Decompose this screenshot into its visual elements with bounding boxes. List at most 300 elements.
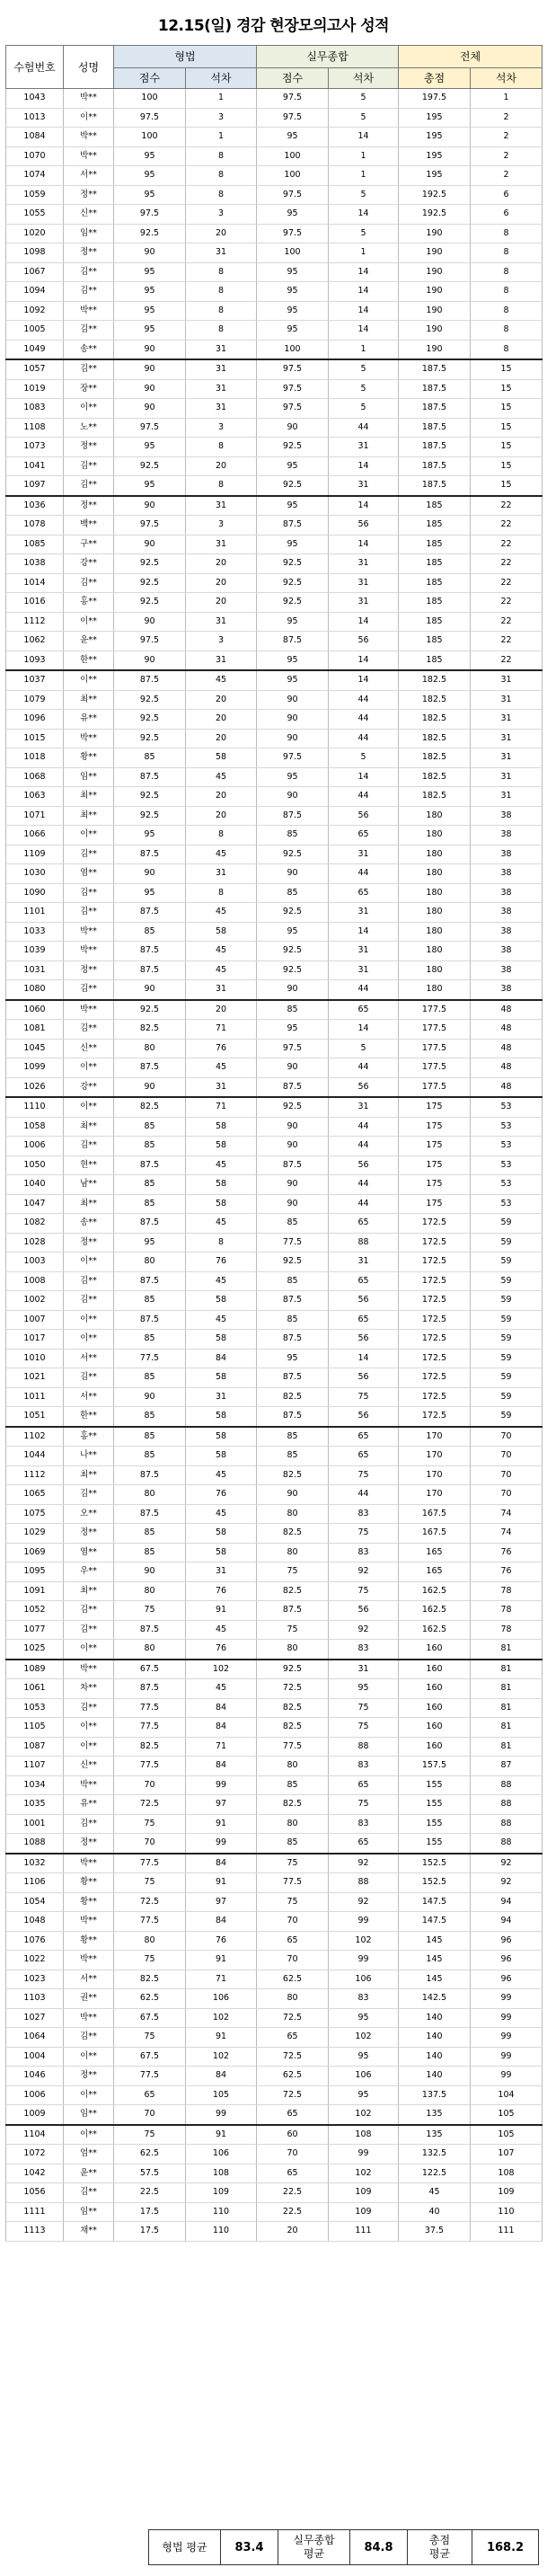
cell-practice-score: 97.5 [257, 185, 329, 205]
table-row [6, 1660, 543, 1679]
cell-practice-score: 77.5 [257, 1737, 329, 1757]
cell-overall-rank: 88 [471, 1795, 543, 1815]
cell-practice-score: 22.5 [257, 2183, 329, 2203]
table-row [6, 767, 543, 787]
header-name: 성명 [64, 46, 114, 89]
cell-overall-rank: 74 [471, 1524, 543, 1544]
cell-total-score: 132.5 [399, 2145, 471, 2164]
cell-id: 1075 [6, 1504, 64, 1524]
cell-practice-rank: 65 [329, 826, 399, 845]
cell-practice-rank: 5 [329, 748, 399, 768]
cell-practice-score: 90 [257, 1117, 329, 1137]
cell-practice-rank: 14 [329, 767, 399, 787]
cell-total-score: 180 [399, 883, 471, 903]
cell-practice-score: 60 [257, 2125, 329, 2145]
cell-total-score: 185 [399, 651, 471, 670]
cell-criminal-score: 87.5 [114, 1271, 186, 1291]
cell-criminal-score: 87.5 [114, 767, 186, 787]
header-criminal-score: 점수 [114, 68, 186, 89]
cell-name: 박** [64, 89, 114, 109]
cell-overall-rank: 22 [471, 554, 543, 574]
table-row [6, 128, 543, 147]
cell-overall-rank: 111 [471, 2222, 543, 2242]
cell-overall-rank: 59 [471, 1330, 543, 1350]
cell-overall-rank: 31 [471, 670, 543, 690]
header-overall-rank: 석차 [471, 68, 543, 89]
cell-name: 박** [64, 128, 114, 147]
averages-table [148, 2529, 539, 2565]
table-row [6, 1000, 543, 1020]
cell-practice-rank: 102 [329, 2028, 399, 2048]
cell-id: 1084 [6, 128, 64, 147]
cell-id: 1113 [6, 2222, 64, 2242]
cell-overall-rank: 81 [471, 1737, 543, 1757]
cell-practice-score: 90 [257, 1194, 329, 1214]
table-row [6, 1854, 543, 1873]
cell-practice-score: 92.5 [257, 1253, 329, 1272]
cell-id: 1056 [6, 2183, 64, 2203]
table-row [6, 1679, 543, 1699]
cell-practice-rank: 75 [329, 1524, 399, 1544]
table-row [6, 883, 543, 903]
cell-total-score: 192.5 [399, 185, 471, 205]
cell-criminal-score: 97.5 [114, 108, 186, 128]
header-criminal-rank: 석차 [186, 68, 257, 89]
cell-criminal-score: 85 [114, 1407, 186, 1427]
cell-criminal-score: 80 [114, 1485, 186, 1505]
cell-practice-rank: 14 [329, 535, 399, 554]
cell-overall-rank: 74 [471, 1504, 543, 1524]
cell-practice-score: 100 [257, 146, 329, 166]
cell-id: 1040 [6, 1175, 64, 1195]
cell-criminal-rank: 45 [186, 1058, 257, 1078]
table-row [6, 1387, 543, 1407]
table-row [6, 146, 543, 166]
table-row [6, 1795, 543, 1815]
cell-name: 김** [64, 1020, 114, 1040]
cell-id: 1014 [6, 573, 64, 593]
cell-practice-rank: 31 [329, 438, 399, 457]
cell-criminal-score: 90 [114, 379, 186, 399]
table-row [6, 1330, 543, 1350]
cell-name: 남** [64, 1175, 114, 1195]
cell-overall-rank: 8 [471, 340, 543, 359]
cell-criminal-rank: 58 [186, 1368, 257, 1388]
cell-practice-score: 85 [257, 1834, 329, 1854]
cell-overall-rank: 76 [471, 1543, 543, 1562]
table-row [6, 670, 543, 690]
cell-id: 1044 [6, 1447, 64, 1466]
cell-criminal-score: 97.5 [114, 632, 186, 651]
cell-criminal-rank: 8 [186, 185, 257, 205]
cell-name: 박** [64, 1000, 114, 1020]
cell-id: 1016 [6, 593, 64, 613]
cell-practice-score: 87.5 [257, 1077, 329, 1097]
cell-overall-rank: 8 [471, 224, 543, 243]
cell-practice-rank: 5 [329, 399, 399, 419]
cell-name: 홍** [64, 593, 114, 613]
cell-name: 최** [64, 1465, 114, 1485]
cell-practice-rank: 65 [329, 1834, 399, 1854]
cell-criminal-rank: 45 [186, 1679, 257, 1699]
table-row [6, 185, 543, 205]
cell-overall-rank: 2 [471, 108, 543, 128]
cell-criminal-rank: 31 [186, 359, 257, 379]
cell-practice-rank: 1 [329, 166, 399, 186]
cell-practice-rank: 31 [329, 476, 399, 496]
cell-total-score: 162.5 [399, 1601, 471, 1621]
cell-criminal-score: 100 [114, 128, 186, 147]
cell-total-score: 137.5 [399, 2085, 471, 2105]
cell-name: 이** [64, 1330, 114, 1350]
cell-practice-rank: 92 [329, 1620, 399, 1640]
cell-practice-rank: 65 [329, 1427, 399, 1447]
cell-total-score: 180 [399, 845, 471, 864]
cell-name: 김** [64, 1368, 114, 1388]
cell-name: 신** [64, 1039, 114, 1058]
header-practice-rank: 석차 [329, 68, 399, 89]
cell-name: 이** [64, 612, 114, 632]
cell-total-score: 190 [399, 224, 471, 243]
cell-practice-score: 92.5 [257, 476, 329, 496]
cell-id: 1063 [6, 787, 64, 807]
cell-name: 이** [64, 1718, 114, 1738]
cell-practice-score: 97.5 [257, 1039, 329, 1058]
cell-name: 송** [64, 340, 114, 359]
cell-id: 1083 [6, 399, 64, 419]
cell-total-score: 180 [399, 806, 471, 826]
cell-criminal-score: 92.5 [114, 1000, 186, 1020]
table-row [6, 1349, 543, 1368]
cell-criminal-rank: 84 [186, 1698, 257, 1718]
cell-practice-rank: 5 [329, 185, 399, 205]
table-row [6, 2085, 543, 2105]
cell-criminal-score: 97.5 [114, 205, 186, 225]
table-row [6, 1873, 543, 1893]
table-row [6, 2145, 543, 2164]
cell-id: 1057 [6, 359, 64, 379]
cell-id: 1034 [6, 1775, 64, 1795]
cell-practice-score: 75 [257, 1562, 329, 1582]
cell-practice-rank: 75 [329, 1718, 399, 1738]
cell-name: 김** [64, 1601, 114, 1621]
cell-total-score: 175 [399, 1155, 471, 1175]
cell-practice-score: 85 [257, 1775, 329, 1795]
cell-overall-rank: 31 [471, 748, 543, 768]
table-row [6, 1485, 543, 1505]
cell-name: 장** [64, 379, 114, 399]
table-row [6, 166, 543, 186]
cell-criminal-rank: 45 [186, 767, 257, 787]
cell-criminal-score: 92.5 [114, 729, 186, 748]
cell-practice-score: 82.5 [257, 1795, 329, 1815]
cell-practice-score: 70 [257, 1912, 329, 1932]
table-row [6, 573, 543, 593]
practice-average-value: 84.8 [350, 2530, 408, 2565]
cell-total-score: 195 [399, 166, 471, 186]
cell-overall-rank: 22 [471, 573, 543, 593]
cell-practice-rank: 106 [329, 1970, 399, 1989]
cell-name: 신** [64, 205, 114, 225]
total-average-value: 168.2 [472, 2530, 539, 2565]
cell-id: 1095 [6, 1562, 64, 1582]
cell-criminal-rank: 84 [186, 1912, 257, 1932]
cell-total-score: 190 [399, 262, 471, 282]
cell-criminal-score: 85 [114, 1543, 186, 1562]
cell-overall-rank: 94 [471, 1912, 543, 1932]
cell-name: 김** [64, 2183, 114, 2203]
cell-overall-rank: 38 [471, 864, 543, 884]
cell-criminal-score: 92.5 [114, 554, 186, 574]
total-average-label: 총점 평균 [408, 2530, 472, 2565]
table-row [6, 1601, 543, 1621]
table-row [6, 359, 543, 379]
cell-total-score: 160 [399, 1737, 471, 1757]
table-row [6, 2105, 543, 2125]
header-total-score: 총점 [399, 68, 471, 89]
cell-overall-rank: 15 [471, 456, 543, 476]
cell-total-score: 182.5 [399, 748, 471, 768]
cell-criminal-score: 80 [114, 1039, 186, 1058]
cell-practice-score: 70 [257, 1951, 329, 1970]
cell-criminal-score: 85 [114, 1368, 186, 1388]
cell-practice-rank: 56 [329, 1368, 399, 1388]
cell-criminal-score: 90 [114, 980, 186, 1000]
cell-criminal-score: 85 [114, 1175, 186, 1195]
cell-criminal-score: 90 [114, 359, 186, 379]
cell-practice-rank: 44 [329, 980, 399, 1000]
table-row [6, 205, 543, 225]
cell-id: 1051 [6, 1407, 64, 1427]
cell-practice-rank: 65 [329, 1775, 399, 1795]
cell-id: 1077 [6, 1620, 64, 1640]
cell-total-score: 182.5 [399, 670, 471, 690]
cell-total-score: 172.5 [399, 1368, 471, 1388]
cell-name: 김** [64, 980, 114, 1000]
cell-id: 1038 [6, 554, 64, 574]
table-row [6, 535, 543, 554]
cell-practice-rank: 5 [329, 108, 399, 128]
cell-total-score: 175 [399, 1175, 471, 1195]
cell-criminal-score: 92.5 [114, 806, 186, 826]
cell-criminal-score: 87.5 [114, 670, 186, 690]
cell-practice-score: 87.5 [257, 1330, 329, 1350]
table-row [6, 1562, 543, 1582]
table-row [6, 1137, 543, 1156]
cell-total-score: 170 [399, 1485, 471, 1505]
cell-practice-score: 95 [257, 612, 329, 632]
cell-id: 1099 [6, 1058, 64, 1078]
cell-name: 정** [64, 1524, 114, 1544]
table-row [6, 1291, 543, 1311]
cell-name: 최** [64, 1581, 114, 1601]
cell-practice-score: 87.5 [257, 806, 329, 826]
cell-total-score: 177.5 [399, 1039, 471, 1058]
cell-overall-rank: 38 [471, 883, 543, 903]
cell-total-score: 152.5 [399, 1854, 471, 1873]
cell-practice-rank: 102 [329, 2164, 399, 2183]
cell-id: 1028 [6, 1233, 64, 1253]
cell-id: 1072 [6, 2145, 64, 2164]
cell-name: 박** [64, 1775, 114, 1795]
cell-name: 임** [64, 224, 114, 243]
cell-name: 이** [64, 1253, 114, 1272]
cell-overall-rank: 59 [471, 1407, 543, 1427]
cell-criminal-rank: 8 [186, 321, 257, 341]
cell-practice-score: 72.5 [257, 2085, 329, 2105]
cell-name: 노** [64, 418, 114, 438]
cell-practice-score: 85 [257, 883, 329, 903]
cell-overall-rank: 88 [471, 1814, 543, 1834]
cell-criminal-score: 95 [114, 262, 186, 282]
cell-overall-rank: 8 [471, 262, 543, 282]
cell-criminal-rank: 8 [186, 476, 257, 496]
cell-name: 김** [64, 1137, 114, 1156]
cell-id: 1059 [6, 185, 64, 205]
cell-criminal-rank: 106 [186, 2145, 257, 2164]
cell-name: 나** [64, 1447, 114, 1466]
table-row [6, 89, 543, 109]
table-row [6, 1368, 543, 1388]
cell-id: 1071 [6, 806, 64, 826]
cell-total-score: 180 [399, 960, 471, 980]
table-row [6, 1407, 543, 1427]
cell-name: 홍** [64, 1427, 114, 1447]
cell-id: 1074 [6, 166, 64, 186]
cell-id: 1031 [6, 960, 64, 980]
cell-criminal-rank: 20 [186, 787, 257, 807]
cell-practice-rank: 44 [329, 1485, 399, 1505]
cell-practice-score: 82.5 [257, 1698, 329, 1718]
cell-overall-rank: 48 [471, 1020, 543, 1040]
cell-total-score: 172.5 [399, 1253, 471, 1272]
cell-practice-score: 65 [257, 2028, 329, 2048]
cell-criminal-score: 75 [114, 2028, 186, 2048]
cell-name: 우** [64, 1562, 114, 1582]
cell-overall-rank: 78 [471, 1601, 543, 1621]
table-row [6, 516, 543, 536]
cell-total-score: 187.5 [399, 399, 471, 419]
cell-id: 1064 [6, 2028, 64, 2048]
cell-practice-rank: 14 [329, 922, 399, 942]
cell-criminal-rank: 84 [186, 1854, 257, 1873]
cell-total-score: 195 [399, 146, 471, 166]
cell-overall-rank: 70 [471, 1465, 543, 1485]
cell-criminal-score: 87.5 [114, 1620, 186, 1640]
cell-id: 1049 [6, 340, 64, 359]
cell-id: 1111 [6, 2202, 64, 2222]
cell-criminal-rank: 31 [186, 1387, 257, 1407]
cell-id: 1010 [6, 1349, 64, 1368]
cell-overall-rank: 2 [471, 128, 543, 147]
cell-id: 1060 [6, 1000, 64, 1020]
cell-criminal-rank: 58 [186, 1407, 257, 1427]
cell-criminal-rank: 106 [186, 1989, 257, 2009]
cell-overall-rank: 59 [471, 1271, 543, 1291]
cell-criminal-score: 77.5 [114, 1349, 186, 1368]
cell-name: 김** [64, 883, 114, 903]
cell-name: 김** [64, 282, 114, 302]
cell-name: 김** [64, 1698, 114, 1718]
cell-name: 이** [64, 826, 114, 845]
cell-overall-rank: 70 [471, 1427, 543, 1447]
cell-criminal-rank: 3 [186, 632, 257, 651]
cell-criminal-score: 70 [114, 1775, 186, 1795]
cell-total-score: 177.5 [399, 1000, 471, 1020]
table-row [6, 301, 543, 321]
cell-practice-score: 95 [257, 535, 329, 554]
cell-name: 박** [64, 1912, 114, 1932]
cell-name: 현** [64, 1155, 114, 1175]
cell-id: 1032 [6, 1854, 64, 1873]
header-overall: 전체 [399, 46, 543, 68]
cell-criminal-rank: 45 [186, 1155, 257, 1175]
cell-total-score: 190 [399, 321, 471, 341]
cell-total-score: 160 [399, 1698, 471, 1718]
cell-name: 채** [64, 2222, 114, 2242]
cell-practice-rank: 102 [329, 1931, 399, 1951]
cell-practice-score: 82.5 [257, 1387, 329, 1407]
cell-name: 박** [64, 942, 114, 961]
table-row [6, 224, 543, 243]
cell-practice-rank: 14 [329, 205, 399, 225]
cell-total-score: 165 [399, 1543, 471, 1562]
cell-id: 1103 [6, 1989, 64, 2009]
cell-criminal-rank: 45 [186, 845, 257, 864]
cell-total-score: 152.5 [399, 1873, 471, 1893]
cell-id: 1081 [6, 1020, 64, 1040]
cell-total-score: 187.5 [399, 476, 471, 496]
cell-total-score: 140 [399, 2028, 471, 2048]
cell-criminal-score: 80 [114, 1253, 186, 1272]
cell-practice-rank: 102 [329, 2105, 399, 2125]
cell-overall-rank: 88 [471, 1775, 543, 1795]
cell-practice-score: 62.5 [257, 1970, 329, 1989]
cell-name: 이** [64, 1058, 114, 1078]
cell-id: 1005 [6, 321, 64, 341]
cell-criminal-score: 75 [114, 1601, 186, 1621]
cell-criminal-rank: 8 [186, 262, 257, 282]
cell-id: 1110 [6, 1097, 64, 1117]
cell-overall-rank: 81 [471, 1718, 543, 1738]
cell-name: 염** [64, 864, 114, 884]
cell-practice-rank: 1 [329, 340, 399, 359]
cell-practice-score: 97.5 [257, 108, 329, 128]
cell-criminal-rank: 71 [186, 1097, 257, 1117]
cell-id: 1017 [6, 1330, 64, 1350]
cell-practice-rank: 31 [329, 1097, 399, 1117]
cell-criminal-score: 77.5 [114, 1854, 186, 1873]
cell-name: 김** [64, 903, 114, 923]
cell-criminal-rank: 91 [186, 1873, 257, 1893]
cell-practice-score: 95 [257, 651, 329, 670]
cell-criminal-score: 95 [114, 166, 186, 186]
cell-practice-rank: 31 [329, 903, 399, 923]
cell-practice-rank: 31 [329, 845, 399, 864]
cell-total-score: 45 [399, 2183, 471, 2203]
cell-practice-score: 97.5 [257, 359, 329, 379]
cell-criminal-rank: 58 [186, 1117, 257, 1137]
cell-practice-score: 62.5 [257, 2067, 329, 2086]
cell-total-score: 157.5 [399, 1757, 471, 1776]
cell-practice-rank: 56 [329, 1601, 399, 1621]
cell-id: 1009 [6, 2105, 64, 2125]
cell-id: 1058 [6, 1117, 64, 1137]
cell-overall-rank: 104 [471, 2085, 543, 2105]
cell-criminal-rank: 109 [186, 2183, 257, 2203]
cell-practice-rank: 95 [329, 2047, 399, 2067]
cell-name: 서** [64, 166, 114, 186]
